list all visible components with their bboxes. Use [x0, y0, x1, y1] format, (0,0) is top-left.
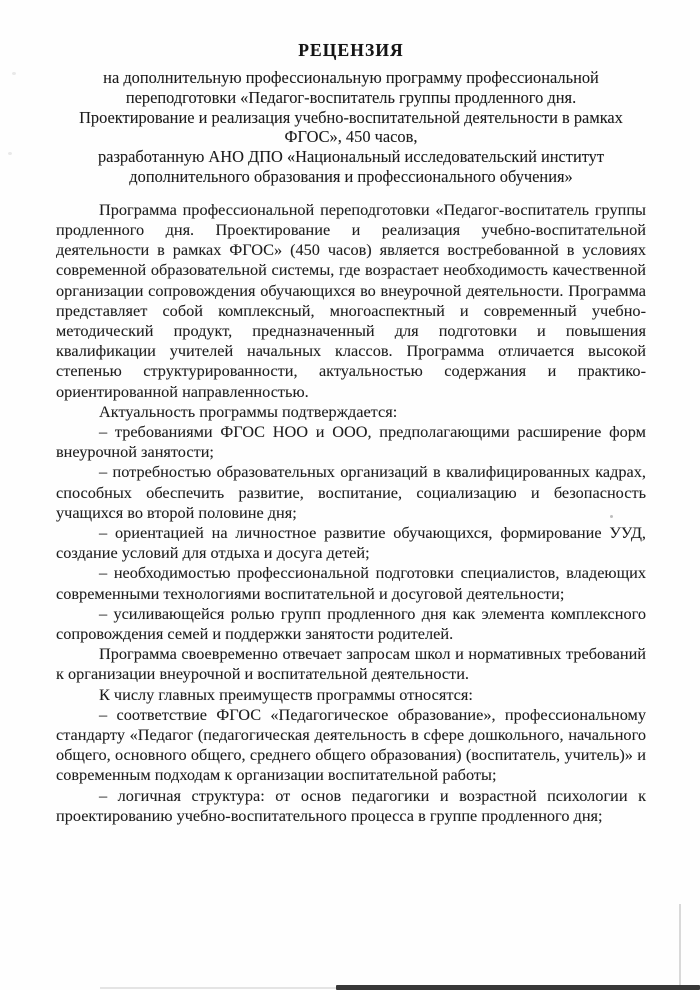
scan-bottom-bar [336, 985, 700, 990]
scan-noise-speck [610, 515, 613, 518]
scan-bottom-hairline [100, 987, 338, 989]
subtitle-line: дополнительного образования и профессионального обучения» [129, 166, 573, 186]
body-paragraph: Актуальность программы подтверждается: [99, 401, 398, 421]
subtitle-line: Проектирование и реализация учебно-воспитательной деятельности в рамках [79, 107, 623, 127]
document-title: РЕЦЕНЗИЯ [298, 40, 404, 60]
subtitle-line: разработанную АНО ДПО «Национальный исследовательский институт [97, 147, 605, 167]
list-item-paragraph: – потребностью образовательных организаций в квалифицированных кадрах, способных обеспечить развитие, воспитание, социализацию и безопасность учащихся во второй половине дня; [56, 462, 646, 522]
scan-edge-line [679, 904, 681, 986]
list-item-paragraph: – требованиями ФГОС НОО и ООО, предполагающими расширение форм внеурочной занятости; [56, 422, 646, 462]
body-paragraph: К числу главных преимуществ программы относятся: [99, 684, 473, 704]
list-item-paragraph: – логичная структура: от основ педагогики и возрастной психологии к проектированию учебно-воспитательного процесса в группе продленного дня; [56, 785, 646, 825]
scan-noise-speck [8, 152, 12, 155]
list-item-paragraph: – усиливающейся ролью групп продленного дня как элемента комплексного сопровождения семей и поддержки занятости родителей. [56, 603, 646, 644]
body-paragraph: Программа своевременно отвечает запросам школ и нормативных требований к организации внеурочной и воспитательной деятельности. [56, 644, 646, 684]
subtitle-line: ФГОС», 450 часов, [284, 127, 418, 147]
document-subtitle [56, 68, 646, 187]
subtitle-line: на дополнительную профессиональную программу профессиональной [103, 68, 599, 87]
list-item-paragraph: – соответствие ФГОС «Педагогическое образование», профессиональному стандарту «Педагог (педагогическая деятельность в сфере дошкольного, начального общего, основного общего, среднего общего образования) (воспитатель, учитель)» и современным подходам к организации воспитательной работы; [56, 704, 646, 785]
scan-noise-speck [12, 72, 16, 75]
list-item-paragraph: – необходимостью профессиональной подготовки специалистов, владеющих современными технологиями воспитательной и досуговой деятельности; [56, 563, 646, 603]
body-paragraph: Программа профессиональной переподготовки «Педагог-воспитатель группы продленного дня. Проектирование и реализация учебно-воспитательной деятельности в рамках ФГОС» (450 часов) является востребованной в условиях современной образовательной системы, где возрастает необходимость качественной организации сопровождения обучающихся во внеурочной деятельности. Программа представляет собой комплексный, многоаспектный и современный учебно-методический продукт, предназначенный для подготовки и повышения квалификации учителей начальных классов. Программа отличается высокой степенью структурированности, актуальностью содержания и практико-ориентированной направленностью. [56, 199, 646, 401]
document-body [56, 200, 646, 826]
list-item-paragraph: – ориентацией на личностное развитие обучающихся, формирование УУД, создание условий для отдыха и досуга детей; [56, 523, 646, 563]
subtitle-line: переподготовки «Педагог-воспитатель группы продленного дня. [125, 87, 577, 107]
